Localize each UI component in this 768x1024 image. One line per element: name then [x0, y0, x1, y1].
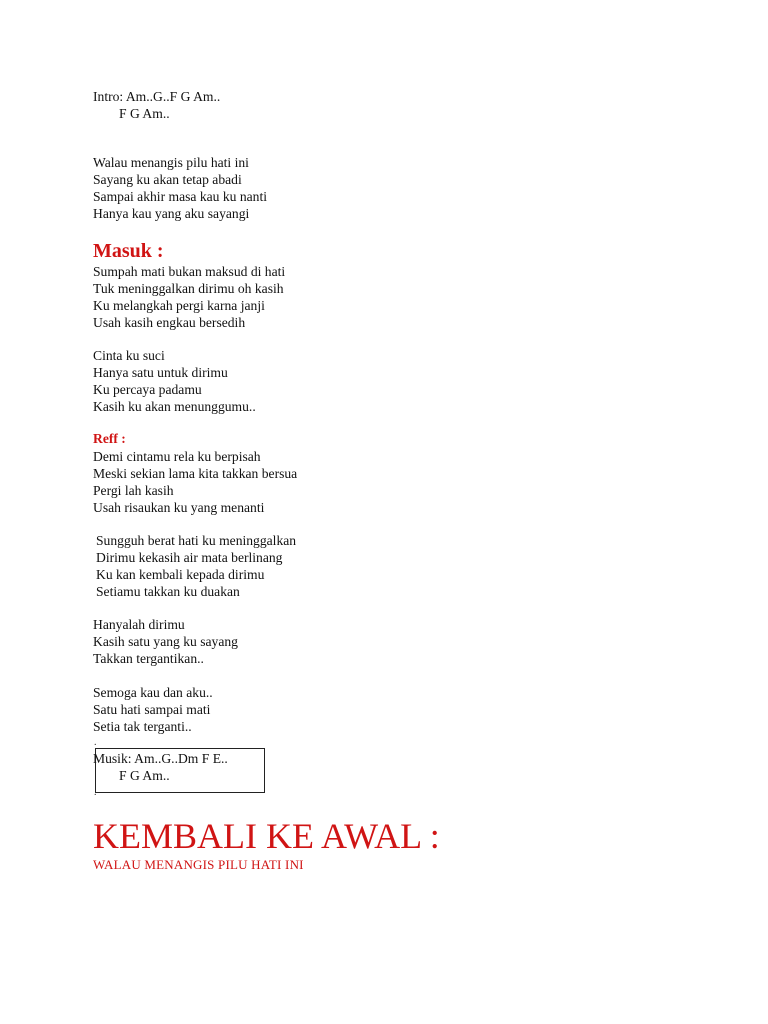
musik-chords-continued: F G Am.. — [119, 768, 170, 783]
verse1-line: Sayang ku akan tetap abadi — [93, 172, 242, 187]
anchor-dot: . — [94, 737, 97, 748]
verse3-line: Sungguh berat hati ku meninggalkan — [96, 533, 297, 548]
reff-line: Meski sekian lama kita takkan bersua — [93, 466, 298, 481]
verse1-line: Sampai akhir masa kau ku nanti — [93, 189, 268, 204]
anchor-dot: . — [94, 787, 97, 798]
verse5-line: Semoga kau dan aku.. — [93, 685, 213, 700]
verse4-line: Kasih satu yang ku sayang — [93, 634, 238, 649]
verse3-line: Ku kan kembali kepada dirimu — [96, 567, 265, 582]
verse1-line: Hanya kau yang aku sayangi — [93, 206, 250, 221]
reff-line: Demi cintamu rela ku berpisah — [93, 449, 261, 464]
masuk-line: Usah kasih engkau bersedih — [93, 315, 246, 330]
reff-line: Usah risaukan ku yang menanti — [93, 500, 265, 515]
kembali-ke-awal-subheading: WALAU MENANGIS PILU HATI INI — [93, 857, 304, 872]
reff-line: Pergi lah kasih — [93, 483, 174, 498]
verse2-line: Kasih ku akan menunggumu.. — [93, 399, 256, 414]
musik-chords: Musik: Am..G..Dm F E.. — [93, 751, 228, 766]
verse5-line: Setia tak terganti.. — [93, 719, 192, 734]
verse2-line: Hanya satu untuk dirimu — [93, 365, 228, 380]
verse4-line: Hanyalah dirimu — [93, 617, 185, 632]
verse3-line: Setiamu takkan ku duakan — [96, 584, 240, 599]
masuk-line: Sumpah mati bukan maksud di hati — [93, 264, 286, 279]
verse4-line: Takkan tergantikan.. — [93, 651, 204, 666]
masuk-line: Tuk meninggalkan dirimu oh kasih — [93, 281, 284, 296]
verse3-line: Dirimu kekasih air mata berlinang — [96, 550, 283, 565]
masuk-line: Ku melangkah pergi karna janji — [93, 298, 265, 313]
intro-chords: Intro: Am..G..F G Am.. — [93, 89, 221, 104]
reff-heading: Reff : — [93, 431, 126, 446]
verse2-line: Ku percaya padamu — [93, 382, 202, 397]
intro-chords-continued: F G Am.. — [119, 106, 170, 121]
verse5-line: Satu hati sampai mati — [93, 702, 211, 717]
verse1-line: Walau menangis pilu hati ini — [93, 155, 249, 170]
kembali-ke-awal-heading: KEMBALI KE AWAL : — [93, 816, 440, 856]
verse2-line: Cinta ku suci — [93, 348, 165, 363]
masuk-heading: Masuk : — [93, 240, 164, 262]
